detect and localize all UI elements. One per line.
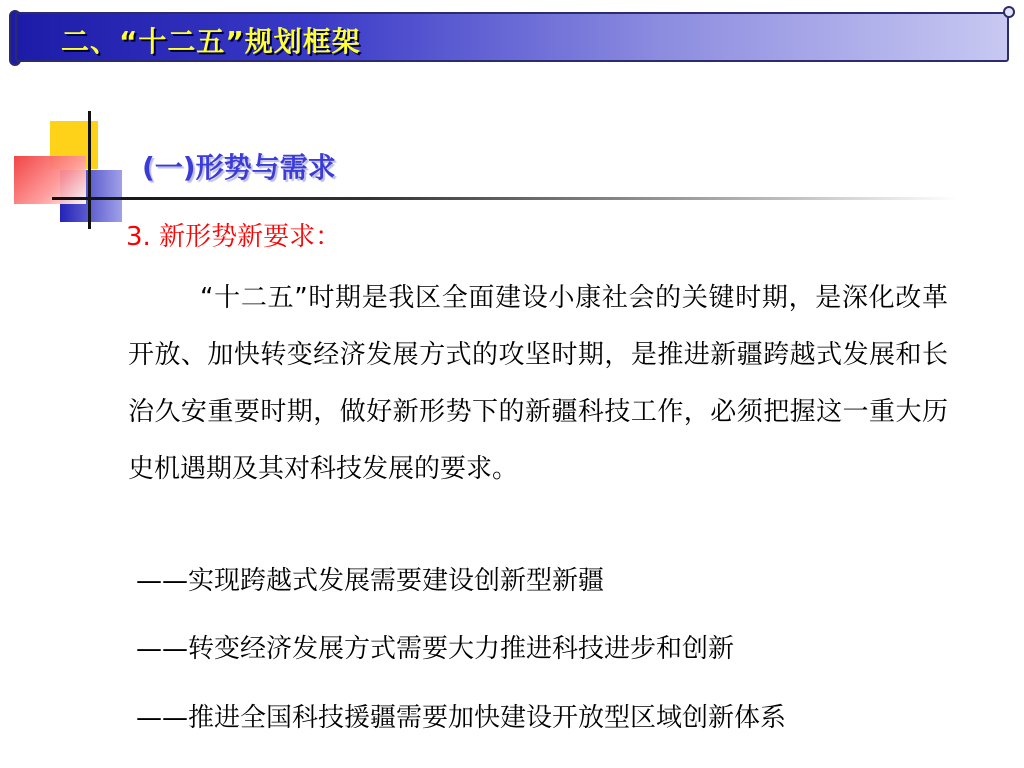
slide-title: 二、“十二五”规划框架: [61, 25, 361, 58]
vertical-line-decoration: [88, 111, 91, 229]
content-heading: 3. 新形势新要求：: [126, 222, 342, 252]
section-title: (一)形势与需求: [142, 151, 336, 184]
title-banner: [9, 6, 1015, 66]
bullet-item: ——推进全国科技援疆需要加快建设开放型区域创新体系: [136, 703, 787, 733]
scroll-curl-right-decoration: [1003, 6, 1015, 18]
paragraph-text: “十二五”时期是我区全面建设小康社会的关键时期，是深化改革开放、加快转变经济发展方式的攻坚时期，是推进新疆跨越式发展和长治久安重要时期，做好新形势下的新疆科技工作，必须把握这一重大历史机遇期及其对科技发展的要求。: [128, 283, 948, 484]
horizontal-line-decoration: [52, 197, 958, 200]
bullet-item: ——转变经济发展方式需要大力推进科技进步和创新: [136, 634, 735, 664]
bullet-item: ——实现跨越式发展需要建设创新型新疆: [136, 566, 605, 596]
body-paragraph: [128, 270, 948, 498]
